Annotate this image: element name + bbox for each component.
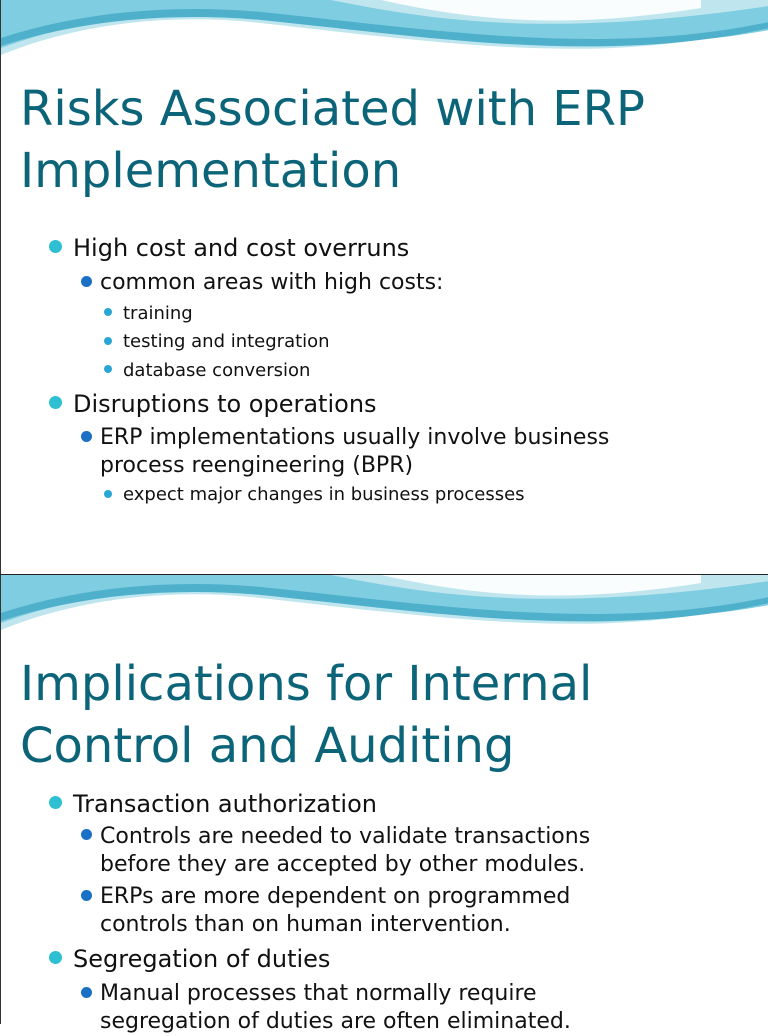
decorative-wave-header xyxy=(1,0,768,85)
bullet-level2-continuation: process reengineering (BPR) xyxy=(100,453,414,478)
bullet-level1: Segregation of duties xyxy=(73,945,331,973)
bullet-level2: common areas with high costs: xyxy=(100,270,444,295)
bullet-icon xyxy=(49,796,62,809)
bullet-level3: expect major changes in business processes xyxy=(123,484,525,505)
bullet-icon xyxy=(81,276,92,287)
bullet-icon xyxy=(104,308,112,316)
bullet-icon xyxy=(81,890,92,901)
bullet-level2-continuation: segregation of duties are often eliminated. xyxy=(100,1009,571,1034)
bullet-icon xyxy=(49,396,62,409)
bullet-level1: High cost and cost overruns xyxy=(73,234,410,262)
title-line: Risks Associated with ERP xyxy=(20,81,645,137)
title-line: Implications for Internal xyxy=(20,656,593,712)
bullet-level3: training xyxy=(123,303,193,324)
bullet-level1: Disruptions to operations xyxy=(73,390,377,418)
slide2-title xyxy=(20,653,592,777)
bullet-icon xyxy=(49,240,62,253)
bullet-icon xyxy=(104,337,112,345)
bullet-level2: Manual processes that normally require xyxy=(100,981,537,1006)
slide1-title xyxy=(20,78,645,202)
bullet-icon xyxy=(49,951,62,964)
bullet-level2: ERPs are more dependent on programmed xyxy=(100,884,571,909)
title-line: Implementation xyxy=(20,143,402,199)
bullet-level2-continuation: before they are accepted by other modules. xyxy=(100,852,586,877)
bullet-level3: database conversion xyxy=(123,360,311,381)
bullet-level2: ERP implementations usually involve business xyxy=(100,425,610,450)
bullet-level3: testing and integration xyxy=(123,331,330,352)
bullet-icon xyxy=(104,365,112,373)
bullet-icon xyxy=(81,829,92,840)
bullet-icon xyxy=(104,490,112,498)
title-line: Control and Auditing xyxy=(20,718,515,774)
bullet-icon xyxy=(81,987,92,998)
bullet-icon xyxy=(81,431,92,442)
bullet-level2-continuation: controls than on human intervention. xyxy=(100,912,511,937)
decorative-wave-header xyxy=(1,575,768,660)
bullet-level2: Controls are needed to validate transactions xyxy=(100,824,591,849)
bullet-level1: Transaction authorization xyxy=(73,790,377,818)
